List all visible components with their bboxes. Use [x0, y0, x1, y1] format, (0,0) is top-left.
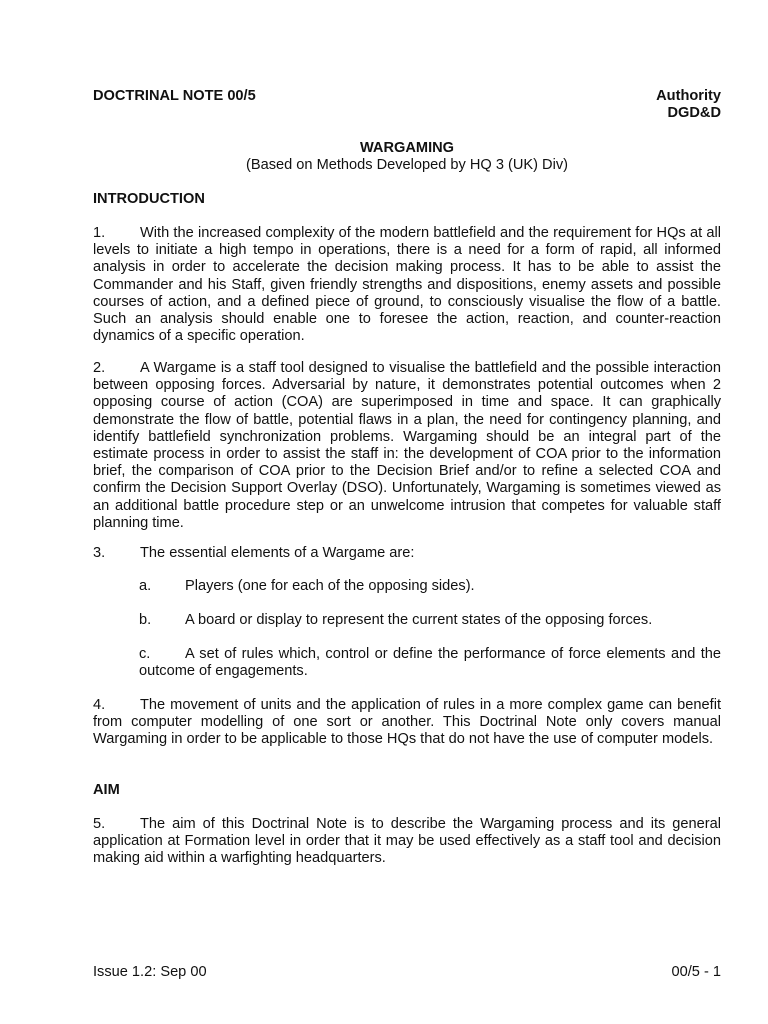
- paragraph-2: [93, 360, 721, 532]
- paragraph-number: 4.: [93, 697, 106, 713]
- paragraph-5: [93, 816, 721, 868]
- paragraph-number: 1.: [93, 225, 106, 241]
- authority-block: [656, 88, 721, 122]
- page-number: 00/5 - 1: [671, 964, 721, 980]
- sub-item-c: [139, 646, 721, 680]
- document-page: [93, 0, 721, 1024]
- sub-item-text: Players (one for each of the opposing sides).: [185, 578, 475, 594]
- issue-date: Issue 1.2: Sep 00: [93, 964, 207, 980]
- aim-heading: AIM: [93, 782, 120, 798]
- sub-item-b: [139, 612, 721, 629]
- paragraph-text: A Wargame is a staff tool designed to visualise the battlefield and the possible interaction between opposing forces. Adversarial by nature, it demonstrates potential outcomes when 2 opposing course of action (COA) are superimposed in time and space. It can graphically demonstrate the flow of battle, potential flaws in a plan, the need for contingency planning, and identify battlefield synchronization problems. Wargaming should be an integral part of the estimate process in order to assist the staff in: the development of COA prior to the information brief, the comparison of COA prior to the Decision Brief and/or to refine a selected COA and confirm the Decision Support Overlay (DSO). Unfortunately, Wargaming is sometimes viewed as an additional battle procedure step or an unwelcome intrusion that competes for valuable staff planning time.: [93, 360, 721, 531]
- authority-label: Authority: [656, 88, 721, 104]
- paragraph-4: [93, 697, 721, 749]
- sub-item-letter: c.: [139, 646, 151, 662]
- paragraph-text: With the increased complexity of the modern battlefield and the requirement for HQs at all levels to initiate a high tempo in operations, there is a need for a form of rapid, all informed analysis in order to accelerate the decision making process. It has to be able to assist the Commander and his Staff, given friendly strengths and dispositions, enemy assets and possible courses of action, and a defined piece of ground, to consciously visualise the flow of a battle. Such an analysis should enable one to foresee the action, reaction, and counter-reaction dynamics of a specific operation.: [93, 225, 721, 345]
- paragraph-number: 5.: [93, 816, 106, 832]
- authority-value: DGD&D: [667, 105, 721, 122]
- introduction-heading: INTRODUCTION: [93, 191, 205, 207]
- sub-item-a: [139, 578, 721, 595]
- paragraph-number: 2.: [93, 360, 106, 376]
- document-title-block: [93, 140, 721, 174]
- sub-item-text: A board or display to represent the current states of the opposing forces.: [185, 612, 653, 628]
- sub-item-text: A set of rules which, control or define the performance of force elements and the outcome of engagements.: [139, 646, 721, 680]
- paragraph-text: The aim of this Doctrinal Note is to describe the Wargaming process and its general application at Formation level in order that it may be used effectively as a staff tool and decision making aid within a warfighting headquarters.: [93, 816, 721, 867]
- document-title: WARGAMING: [359, 140, 455, 156]
- document-subtitle: (Based on Methods Developed by HQ 3 (UK) Div): [245, 157, 568, 174]
- doctrinal-note-number: DOCTRINAL NOTE 00/5: [93, 88, 256, 104]
- paragraph-text: The essential elements of a Wargame are:: [140, 545, 415, 561]
- sub-item-letter: b.: [139, 612, 152, 628]
- paragraph-text: The movement of units and the application of rules in a more complex game can benefit from computer modelling of one sort or another. This Doctrinal Note only covers manual Wargaming in order to be applicable to those HQs that do not have the use of computer models.: [93, 697, 721, 748]
- paragraph-number: 3.: [93, 545, 106, 561]
- sub-item-letter: a.: [139, 578, 152, 594]
- paragraph-3: [93, 545, 721, 562]
- paragraph-1: [93, 225, 721, 345]
